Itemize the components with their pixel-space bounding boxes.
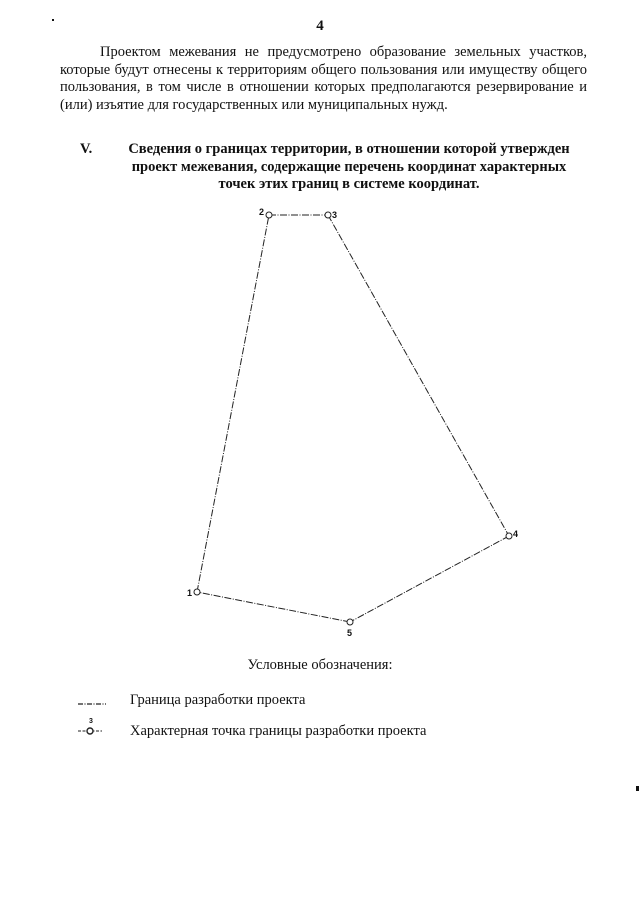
section-title: Сведения о границах территории, в отношении которой утвержден проект межевания, содержащие перечень координат характерных точек этих границ в системе координат. (128, 141, 570, 192)
boundary-line (197, 215, 509, 622)
scan-mark-top-left (52, 19, 54, 21)
boundary-point-4 (506, 533, 512, 539)
page-number: 4 (316, 18, 324, 34)
point-label-4: 4 (513, 529, 519, 539)
point-label-3: 3 (332, 210, 338, 220)
boundary-segment-1-2 (197, 215, 269, 592)
boundary-segment-3-4 (328, 215, 509, 536)
boundary-segment-5-1 (197, 592, 350, 622)
point-label-1: 1 (187, 588, 193, 598)
legend-point-sample-label: 3 (89, 718, 93, 725)
boundary-point-3 (325, 212, 331, 218)
boundary-point-5 (347, 619, 353, 625)
legend-point-label: Характерная точка границы разработки проекта (130, 723, 427, 739)
boundary-point-2 (266, 212, 272, 218)
boundary-point-1 (194, 589, 200, 595)
boundary-line-symbol (78, 692, 118, 716)
scan-mark-right (636, 786, 639, 791)
section-number: V. (80, 141, 93, 157)
point-label-2: 2 (259, 207, 265, 217)
boundary-segment-4-5 (350, 536, 509, 622)
legend-boundary-label: Граница разработки проекта (130, 692, 306, 708)
legend-title: Условные обозначения: (247, 657, 393, 673)
boundary-point-symbol (78, 715, 118, 739)
point-label-5: 5 (347, 628, 353, 638)
intro-paragraph: Проектом межевания не предусмотрено образование земельных участков, которые будут отнесены к территориям общего пользования или имуществу общего пользования, в том числе в отношении которых предполагаются резервирование и (или) изъятие для государственных или муниципальных нужд. (60, 44, 587, 113)
